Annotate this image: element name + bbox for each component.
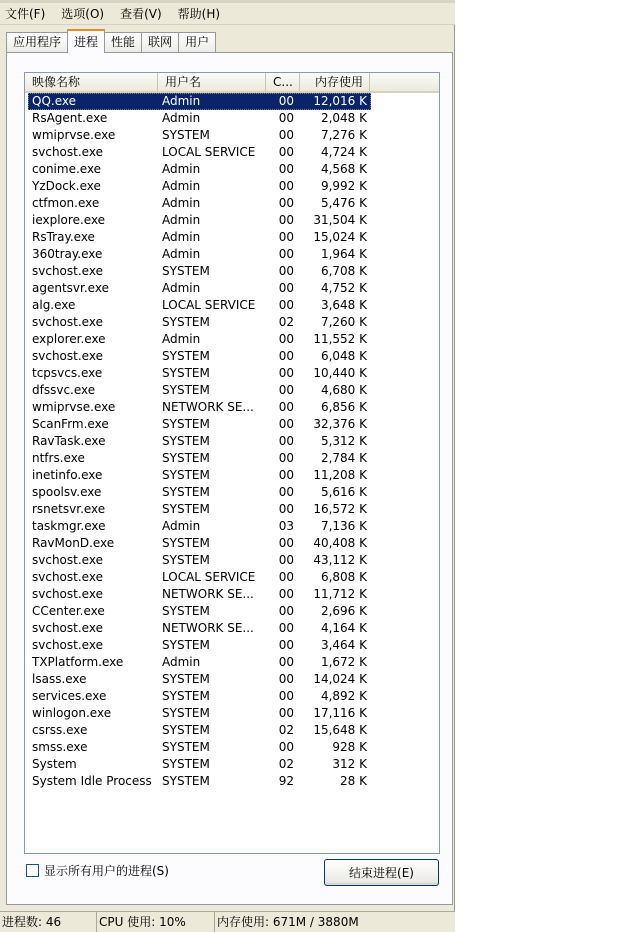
process-name: conime.exe xyxy=(32,162,102,176)
process-cpu: 00 xyxy=(278,553,294,567)
show-all-users-checkbox[interactable] xyxy=(26,864,39,877)
process-user: SYSTEM xyxy=(162,366,210,380)
process-name: RsTray.exe xyxy=(32,230,95,244)
process-user: SYSTEM xyxy=(162,774,210,788)
process-name: wmiprvse.exe xyxy=(32,400,116,414)
process-user: SYSTEM xyxy=(162,689,210,703)
process-name: svchost.exe xyxy=(32,315,103,329)
process-name: winlogon.exe xyxy=(32,706,112,720)
process-cpu: 02 xyxy=(278,723,294,737)
table-row[interactable] xyxy=(28,620,439,637)
process-name: System xyxy=(32,757,77,771)
table-row[interactable] xyxy=(28,688,439,705)
process-cpu: 00 xyxy=(278,332,294,346)
process-memory: 6,856 K xyxy=(320,400,367,414)
process-name: svchost.exe xyxy=(32,264,103,278)
process-name: svchost.exe xyxy=(32,621,103,635)
process-user: Admin xyxy=(162,655,201,669)
process-cpu: 00 xyxy=(278,468,294,482)
process-name: tcpsvcs.exe xyxy=(32,366,103,380)
process-name: ScanFrm.exe xyxy=(32,417,109,431)
process-user: SYSTEM xyxy=(162,553,210,567)
process-memory: 4,724 K xyxy=(320,145,367,159)
process-cpu: 00 xyxy=(278,672,294,686)
table-row[interactable] xyxy=(28,467,439,484)
process-cpu: 00 xyxy=(278,281,294,295)
column-cpu[interactable]: C... xyxy=(266,73,300,91)
tab-processes[interactable]: 进程 xyxy=(67,29,105,53)
process-cpu: 00 xyxy=(278,706,294,720)
status-process-count: 进程数: 46 xyxy=(0,911,96,932)
process-name: rsnetsvr.exe xyxy=(32,502,106,516)
process-cpu: 00 xyxy=(278,196,294,210)
process-memory: 11,552 K xyxy=(313,332,367,346)
table-row[interactable] xyxy=(28,722,439,739)
process-user: SYSTEM xyxy=(162,468,210,482)
process-user: LOCAL SERVICE xyxy=(162,570,256,584)
table-row[interactable] xyxy=(28,127,439,144)
process-cpu: 00 xyxy=(278,128,294,142)
process-user: SYSTEM xyxy=(162,315,210,329)
table-row[interactable] xyxy=(28,297,439,314)
process-name: QQ.exe xyxy=(28,93,158,110)
process-user: SYSTEM xyxy=(162,638,210,652)
process-cpu: 00 xyxy=(278,536,294,550)
process-user: Admin xyxy=(162,332,201,346)
menu-help[interactable]: 帮助(H) xyxy=(177,6,221,21)
process-name: RavMonD.exe xyxy=(32,536,115,550)
process-name: agentsvr.exe xyxy=(32,281,109,295)
process-user: Admin xyxy=(162,196,201,210)
process-cpu: 00 xyxy=(278,689,294,703)
process-cpu: 00 xyxy=(278,230,294,244)
show-all-users-option[interactable] xyxy=(26,862,169,878)
process-memory: 12,016 K xyxy=(303,93,371,110)
table-row[interactable] xyxy=(28,603,439,620)
tab-networking[interactable]: 联网 xyxy=(141,32,179,53)
table-row[interactable] xyxy=(28,399,439,416)
table-row[interactable] xyxy=(28,518,439,535)
process-memory: 32,376 K xyxy=(313,417,367,431)
end-process-button[interactable]: 结束进程(E) xyxy=(324,859,439,886)
process-name: wmiprvse.exe xyxy=(32,128,116,142)
process-name: csrss.exe xyxy=(32,723,88,737)
show-all-users-label: 显示所有用户的进程(S) xyxy=(44,863,169,878)
process-cpu: 00 xyxy=(278,485,294,499)
tab-strip xyxy=(6,29,215,53)
process-user: Admin xyxy=(162,111,201,125)
process-cpu: 00 xyxy=(278,502,294,516)
table-row[interactable] xyxy=(28,756,439,773)
table-row[interactable] xyxy=(28,314,439,331)
table-row[interactable] xyxy=(28,110,439,127)
process-cpu: 00 xyxy=(267,93,303,110)
process-memory: 3,464 K xyxy=(320,638,367,652)
process-cpu: 00 xyxy=(278,587,294,601)
table-row[interactable] xyxy=(28,229,439,246)
process-cpu: 00 xyxy=(278,570,294,584)
process-name: svchost.exe xyxy=(32,145,103,159)
process-cpu: 00 xyxy=(278,655,294,669)
process-cpu: 00 xyxy=(278,111,294,125)
table-row[interactable] xyxy=(28,654,439,671)
status-cpu-usage: CPU 使用: 10% xyxy=(96,911,214,932)
process-user: SYSTEM xyxy=(162,672,210,686)
process-user: SYSTEM xyxy=(162,757,210,771)
process-list-header xyxy=(25,73,439,93)
tab-users[interactable]: 用户 xyxy=(178,32,216,53)
process-cpu: 03 xyxy=(278,519,294,533)
process-user: SYSTEM xyxy=(162,536,210,550)
process-memory: 15,024 K xyxy=(313,230,367,244)
process-list[interactable] xyxy=(24,72,440,854)
process-cpu: 00 xyxy=(278,366,294,380)
menu-options[interactable]: 选项(O) xyxy=(61,6,105,21)
table-row[interactable] xyxy=(28,773,439,790)
process-user: SYSTEM xyxy=(162,740,210,754)
menu-bar xyxy=(0,3,455,25)
process-memory: 43,112 K xyxy=(313,553,367,567)
table-row[interactable] xyxy=(28,671,439,688)
status-memory-usage: 内存使用: 671M / 3880M xyxy=(214,911,455,932)
process-cpu: 00 xyxy=(278,621,294,635)
process-memory: 1,964 K xyxy=(320,247,367,261)
process-name: svchost.exe xyxy=(32,638,103,652)
process-user: SYSTEM xyxy=(162,383,210,397)
process-cpu: 00 xyxy=(278,247,294,261)
process-memory: 6,048 K xyxy=(320,349,367,363)
process-name: svchost.exe xyxy=(32,553,103,567)
process-memory: 2,784 K xyxy=(320,451,367,465)
process-name: YzDock.exe xyxy=(32,179,101,193)
process-memory: 31,504 K xyxy=(313,213,367,227)
process-memory: 928 K xyxy=(332,740,367,754)
process-memory: 28 K xyxy=(340,774,367,788)
process-name: dfssvc.exe xyxy=(32,383,96,397)
process-memory: 5,476 K xyxy=(320,196,367,210)
process-memory: 6,808 K xyxy=(320,570,367,584)
process-user: SYSTEM xyxy=(162,502,210,516)
process-name: 360tray.exe xyxy=(32,247,103,261)
status-bar xyxy=(0,911,455,932)
process-name: RavTask.exe xyxy=(32,434,106,448)
process-user: SYSTEM xyxy=(162,264,210,278)
menu-file[interactable]: 文件(F) xyxy=(5,6,46,21)
process-name: inetinfo.exe xyxy=(32,468,103,482)
table-row[interactable] xyxy=(28,382,439,399)
table-row[interactable] xyxy=(28,246,439,263)
process-name: iexplore.exe xyxy=(32,213,106,227)
process-memory: 10,440 K xyxy=(313,366,367,380)
process-cpu: 00 xyxy=(278,213,294,227)
process-user: Admin xyxy=(162,281,201,295)
table-row[interactable] xyxy=(28,416,439,433)
process-user: Admin xyxy=(162,247,201,261)
process-user: Admin xyxy=(162,230,201,244)
process-memory: 2,048 K xyxy=(320,111,367,125)
process-cpu: 00 xyxy=(278,349,294,363)
table-row[interactable] xyxy=(28,280,439,297)
table-row[interactable] xyxy=(28,178,439,195)
column-memory-usage[interactable]: 内存使用 xyxy=(300,73,370,91)
process-name: services.exe xyxy=(32,689,107,703)
table-row[interactable] xyxy=(28,739,439,756)
process-user: Admin xyxy=(162,213,201,227)
process-name: svchost.exe xyxy=(32,349,103,363)
process-name: smss.exe xyxy=(32,740,88,754)
process-memory: 4,164 K xyxy=(320,621,367,635)
process-cpu: 00 xyxy=(278,434,294,448)
process-user: SYSTEM xyxy=(162,451,210,465)
process-memory: 6,708 K xyxy=(320,264,367,278)
table-row[interactable] xyxy=(28,586,439,603)
process-cpu: 00 xyxy=(278,298,294,312)
table-row[interactable] xyxy=(28,501,439,518)
column-user-name[interactable]: 用户名 xyxy=(158,73,266,91)
process-memory: 312 K xyxy=(332,757,367,771)
process-cpu: 00 xyxy=(278,179,294,193)
process-memory: 40,408 K xyxy=(313,536,367,550)
process-memory: 4,752 K xyxy=(320,281,367,295)
process-cpu: 00 xyxy=(278,145,294,159)
process-memory: 15,648 K xyxy=(313,723,367,737)
process-name: CCenter.exe xyxy=(32,604,105,618)
process-name: explorer.exe xyxy=(32,332,106,346)
process-user: SYSTEM xyxy=(162,706,210,720)
process-memory: 3,648 K xyxy=(320,298,367,312)
process-memory: 7,260 K xyxy=(320,315,367,329)
process-memory: 9,992 K xyxy=(320,179,367,193)
process-cpu: 00 xyxy=(278,638,294,652)
table-row[interactable] xyxy=(28,195,439,212)
process-name: ntfrs.exe xyxy=(32,451,85,465)
process-memory: 14,024 K xyxy=(313,672,367,686)
process-cpu: 02 xyxy=(278,757,294,771)
process-cpu: 00 xyxy=(278,604,294,618)
process-memory: 11,208 K xyxy=(313,468,367,482)
process-cpu: 02 xyxy=(278,315,294,329)
column-filler xyxy=(370,73,439,91)
process-memory: 2,696 K xyxy=(320,604,367,618)
table-row[interactable] xyxy=(28,450,439,467)
process-memory: 1,672 K xyxy=(320,655,367,669)
table-row[interactable] xyxy=(28,144,439,161)
process-user: SYSTEM xyxy=(162,434,210,448)
process-user: Admin xyxy=(162,519,201,533)
process-memory: 7,276 K xyxy=(320,128,367,142)
process-name: TXPlatform.exe xyxy=(32,655,124,669)
process-memory: 7,136 K xyxy=(320,519,367,533)
process-name: taskmgr.exe xyxy=(32,519,106,533)
tab-performance[interactable]: 性能 xyxy=(104,32,142,53)
process-user: NETWORK SE... xyxy=(162,400,254,414)
process-name: svchost.exe xyxy=(32,587,103,601)
table-row[interactable] xyxy=(28,263,439,280)
table-row[interactable] xyxy=(28,705,439,722)
process-name: alg.exe xyxy=(32,298,76,312)
table-row[interactable] xyxy=(28,161,439,178)
process-name: System Idle Process xyxy=(32,774,152,788)
process-user: NETWORK SE... xyxy=(162,587,254,601)
process-memory: 11,712 K xyxy=(313,587,367,601)
column-image-name[interactable]: 映像名称 xyxy=(25,73,158,91)
process-cpu: 00 xyxy=(278,264,294,278)
process-memory: 4,680 K xyxy=(320,383,367,397)
table-row[interactable] xyxy=(28,93,371,110)
process-name: svchost.exe xyxy=(32,570,103,584)
process-user: LOCAL SERVICE xyxy=(162,145,256,159)
process-name: spoolsv.exe xyxy=(32,485,102,499)
process-user: SYSTEM xyxy=(162,128,210,142)
process-memory: 5,312 K xyxy=(320,434,367,448)
table-row[interactable] xyxy=(28,331,439,348)
table-row[interactable] xyxy=(28,433,439,450)
process-cpu: 00 xyxy=(278,740,294,754)
process-memory: 4,568 K xyxy=(320,162,367,176)
process-user: SYSTEM xyxy=(162,417,210,431)
process-user: SYSTEM xyxy=(162,349,210,363)
process-cpu: 00 xyxy=(278,383,294,397)
process-user: Admin xyxy=(158,93,267,110)
table-row[interactable] xyxy=(28,348,439,365)
process-user: SYSTEM xyxy=(162,723,210,737)
menu-view[interactable]: 查看(V) xyxy=(120,6,162,21)
process-cpu: 00 xyxy=(278,400,294,414)
process-cpu: 92 xyxy=(278,774,294,788)
table-row[interactable] xyxy=(28,552,439,569)
process-name: RsAgent.exe xyxy=(32,111,108,125)
process-name: ctfmon.exe xyxy=(32,196,100,210)
process-cpu: 00 xyxy=(278,162,294,176)
table-row[interactable] xyxy=(28,365,439,382)
process-list-body xyxy=(25,93,439,790)
process-name: lsass.exe xyxy=(32,672,87,686)
table-row[interactable] xyxy=(28,535,439,552)
table-row[interactable] xyxy=(28,637,439,654)
process-memory: 4,892 K xyxy=(320,689,367,703)
table-row[interactable] xyxy=(28,484,439,501)
process-memory: 17,116 K xyxy=(313,706,367,720)
process-memory: 16,572 K xyxy=(313,502,367,516)
process-user: LOCAL SERVICE xyxy=(162,298,256,312)
process-user: Admin xyxy=(162,179,201,193)
tab-applications[interactable]: 应用程序 xyxy=(6,32,68,53)
table-row[interactable] xyxy=(28,212,439,229)
table-row[interactable] xyxy=(28,569,439,586)
process-user: Admin xyxy=(162,162,201,176)
process-memory: 5,616 K xyxy=(320,485,367,499)
process-cpu: 00 xyxy=(278,417,294,431)
process-cpu: 00 xyxy=(278,451,294,465)
process-user: SYSTEM xyxy=(162,604,210,618)
process-user: NETWORK SE... xyxy=(162,621,254,635)
process-user: SYSTEM xyxy=(162,485,210,499)
